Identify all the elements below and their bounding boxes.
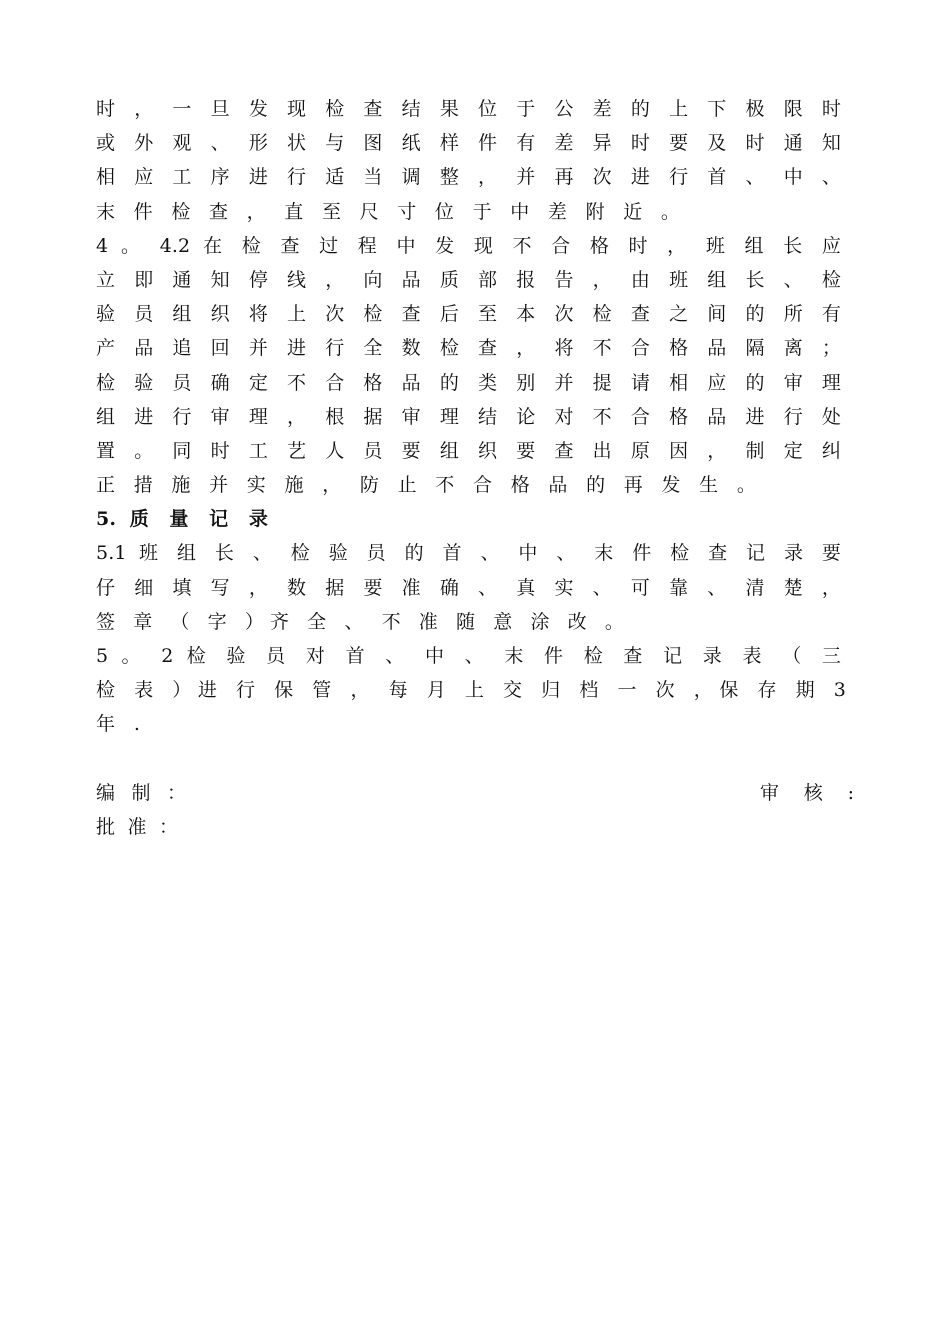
section-line-5: 检 表 ）进 行 保 管 ， 每 月 上 交 归 档 一 次 ，保 存 期 3 [96, 679, 846, 702]
section-heading: 5. 质 量 记 录 [96, 508, 268, 531]
body-line-3: 相 应 工 序 进 行 适 当 调 整 ， 并 再 次 进 行 首 、 中 、 [96, 166, 841, 189]
approved-by-label: 批 准 ： [96, 815, 178, 838]
spacer [96, 742, 841, 776]
body-line-7: 验 员 组 织 将 上 次 检 查 后 至 本 次 检 查 之 间 的 所 有 [96, 303, 841, 326]
body-line-5: 4 。 4.2 在 检 查 过 程 中 发 现 不 合 格 时 ， 班 组 长 应 [96, 234, 841, 257]
reviewed-by-label: 审 核 : [760, 781, 854, 804]
section-line-2: 仔 细 填 写 ， 数 据 要 准 确 、 真 实 、 可 靠 、 清 楚 ， [96, 576, 841, 599]
signature-row-1 [96, 776, 856, 810]
body-line-1: 时 ， 一 旦 发 现 检 查 结 果 位 于 公 差 的 上 下 极 限 时 [96, 98, 841, 120]
body-line-4: 末 件 检 查 ， 直 至 尺 寸 位 于 中 差 附 近 。 [96, 200, 680, 223]
body-line-11: 置 。 同 时 工 艺 人 员 要 组 织 要 查 出 原 因 ， 制 定 纠 [96, 439, 841, 462]
document-body [96, 92, 854, 844]
signature-row-2 [96, 810, 856, 844]
section-line-6: 年 . [96, 713, 140, 736]
body-line-2: 或 外 观 、 形 状 与 图 纸 样 件 有 差 异 时 要 及 时 通 知 [96, 132, 841, 155]
body-line-10: 组 进 行 审 理 ， 根 据 审 理 结 论 对 不 合 格 品 进 行 处 [96, 405, 841, 428]
section-line-4: 5 。 2 检 验 员 对 首 、 中 、 末 件 检 查 记 录 表 （ 三 [96, 645, 841, 667]
prepared-by-label: 编 制 ： [96, 781, 186, 804]
section-line-3: 签 章 （ 字 ）齐 全 、 不 准 随 意 涂 改 。 [96, 610, 624, 633]
body-line-8: 产 品 追 回 并 进 行 全 数 检 查 ， 将 不 合 格 品 隔 离 ； [96, 337, 841, 360]
body-line-12: 正 措 施 并 实 施 ， 防 止 不 合 格 品 的 再 发 生 。 [96, 474, 756, 497]
body-line-6: 立 即 通 知 停 线 ， 向 品 质 部 报 告 ， 由 班 组 长 、 检 [96, 268, 841, 291]
body-line-9: 检 验 员 确 定 不 合 格 品 的 类 别 并 提 请 相 应 的 审 理 [96, 371, 841, 394]
section-line-1: 5.1 班 组 长 、 检 验 员 的 首 、 中 、 末 件 检 查 记 录 要 [96, 542, 841, 565]
